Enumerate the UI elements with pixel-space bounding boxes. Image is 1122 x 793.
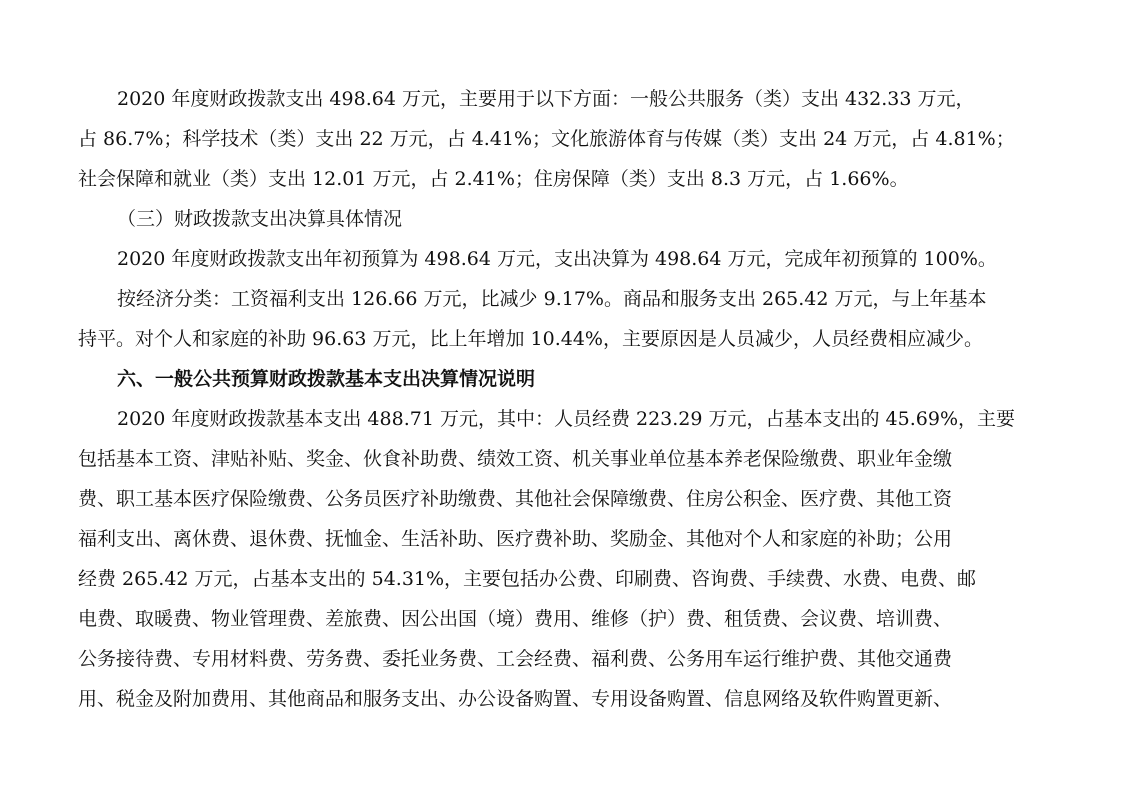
paragraph-line: 持平。对个人和家庭的补助 96.63 万元，比上年增加 10.44%，主要原因是人员减少，人员经费相应减少。 [78,328,983,350]
paragraph-line: 占 86.7%；科学技术（类）支出 22 万元，占 4.41%；文化旅游体育与传媒（类）支出 24 万元，占 4.81%； [78,128,1015,150]
subsection-heading: （三）财政拨款支出决算具体情况 [117,208,403,230]
paragraph-line: 电费、取暖费、物业管理费、差旅费、因公出国（境）费用、维修（护）费、租赁费、会议费、培训费、 [78,608,953,630]
paragraph-line: 2020 年度财政拨款支出年初预算为 498.64 万元，支出决算为 498.64 万元，完成年初预算的 100%。 [117,248,997,270]
paragraph-line: 2020 年度财政拨款基本支出 488.71 万元，其中：人员经费 223.29 万元，占基本支出的 45.69%，主要 [117,408,1016,430]
paragraph-line: 福利支出、离休费、退休费、抚恤金、生活补助、医疗费补助、奖励金、其他对个人和家庭的补助；公用 [78,528,953,550]
paragraph-line: 公务接待费、专用材料费、劳务费、委托业务费、工会经费、福利费、公务用车运行维护费、其他交通费 [78,648,953,670]
section-heading: 六、一般公共预算财政拨款基本支出决算情况说明 [117,368,536,390]
paragraph-line: 按经济分类：工资福利支出 126.66 万元，比减少 9.17%。商品和服务支出 265.42 万元，与上年基本 [117,288,987,310]
paragraph-line: 社会保障和就业（类）支出 12.01 万元，占 2.41%；住房保障（类）支出 8.3 万元，占 1.66%。 [78,168,909,190]
paragraph-line: 费、职工基本医疗保险缴费、公务员医疗补助缴费、其他社会保障缴费、住房公积金、医疗费、其他工资 [78,488,953,510]
paragraph-line: 包括基本工资、津贴补贴、奖金、伙食补助费、绩效工资、机关事业单位基本养老保险缴费、职业年金缴 [78,448,953,470]
paragraph-line: 2020 年度财政拨款支出 498.64 万元，主要用于以下方面：一般公共服务（类）支出 432.33 万元， [117,88,975,110]
paragraph-line: 经费 265.42 万元，占基本支出的 54.31%，主要包括办公费、印刷费、咨询费、手续费、水费、电费、邮 [78,568,977,590]
paragraph-line: 用、税金及附加费用、其他商品和服务支出、办公设备购置、专用设备购置、信息网络及软件购置更新、 [78,688,953,710]
